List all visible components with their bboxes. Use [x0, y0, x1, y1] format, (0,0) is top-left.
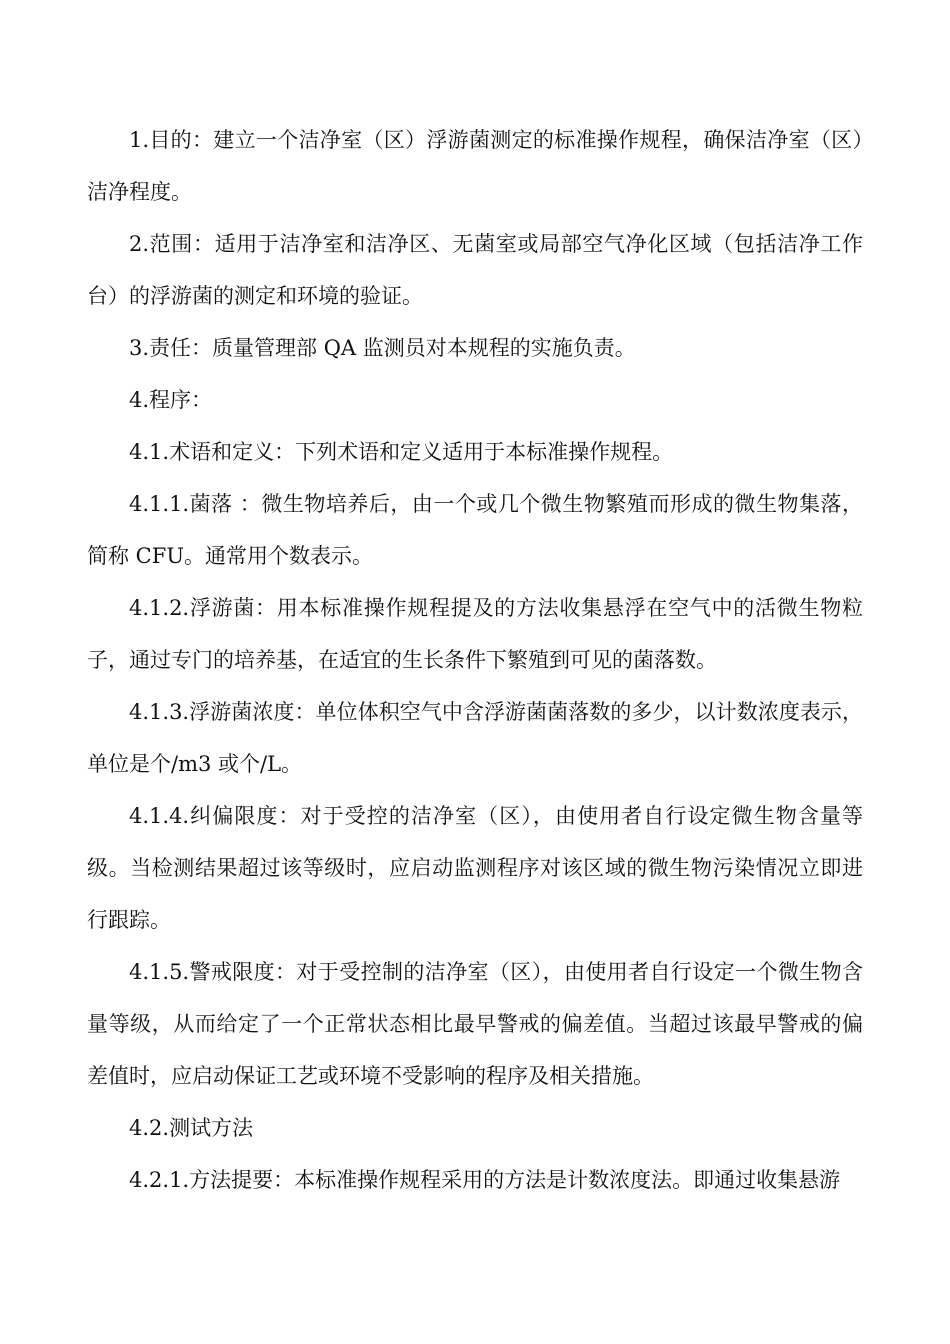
- paragraph-test-method-heading: 4.2.测试方法: [129, 1116, 254, 1140]
- paragraph-purpose: 1.目的：建立一个洁净室（区）浮游菌测定的标准操作规程，确保洁净室（区）洁净程度。: [87, 128, 863, 204]
- paragraph-terms-definitions: 4.1.术语和定义：下列术语和定义适用于本标准操作规程。: [129, 440, 674, 464]
- paragraph-airborne-bacteria-concentration: 4.1.3.浮游菌浓度：单位体积空气中含浮游菌菌落数的多少，以计数浓度表示，单位是个/m3 或个/L。: [87, 700, 863, 776]
- paragraph-colony-definition: 4.1.1.菌落 ：微生物培养后，由一个或几个微生物繁殖而形成的微生物集落，简称 CFU。通常用个数表示。: [87, 492, 863, 568]
- paragraph-airborne-bacteria-definition: 4.1.2.浮游菌：用本标准操作规程提及的方法收集悬浮在空气中的活微生物粒子，通过专门的培养基，在适宜的生长条件下繁殖到可见的菌落数。: [87, 596, 863, 672]
- paragraph-responsibility: 3.责任：质量管理部 QA 监测员对本规程的实施负责。: [129, 336, 636, 360]
- paragraph-scope: 2.范围：适用于洁净室和洁净区、无菌室或局部空气净化区域（包括洁净工作台）的浮游菌的测定和环境的验证。: [87, 232, 863, 308]
- paragraph-procedure-heading: 4.程序：: [129, 388, 213, 412]
- paragraph-method-summary: 4.2.1.方法提要：本标准操作规程采用的方法是计数浓度法。即通过收集悬游: [129, 1168, 841, 1192]
- paragraph-alert-limit: 4.1.5.警戒限度：对于受控制的洁净室（区），由使用者自行设定一个微生物含量等级，从而给定了一个正常状态相比最早警戒的偏差值。当超过该最早警戒的偏差值时，应启动保证工艺或环境不受影响的程序及相关措施。: [87, 960, 863, 1088]
- document-body: [87, 114, 863, 1206]
- paragraph-action-limit: 4.1.4.纠偏限度：对于受控的洁净室（区），由使用者自行设定微生物含量等级。当检测结果超过该等级时，应启动监测程序对该区域的微生物污染情况立即进行跟踪。: [87, 804, 863, 932]
